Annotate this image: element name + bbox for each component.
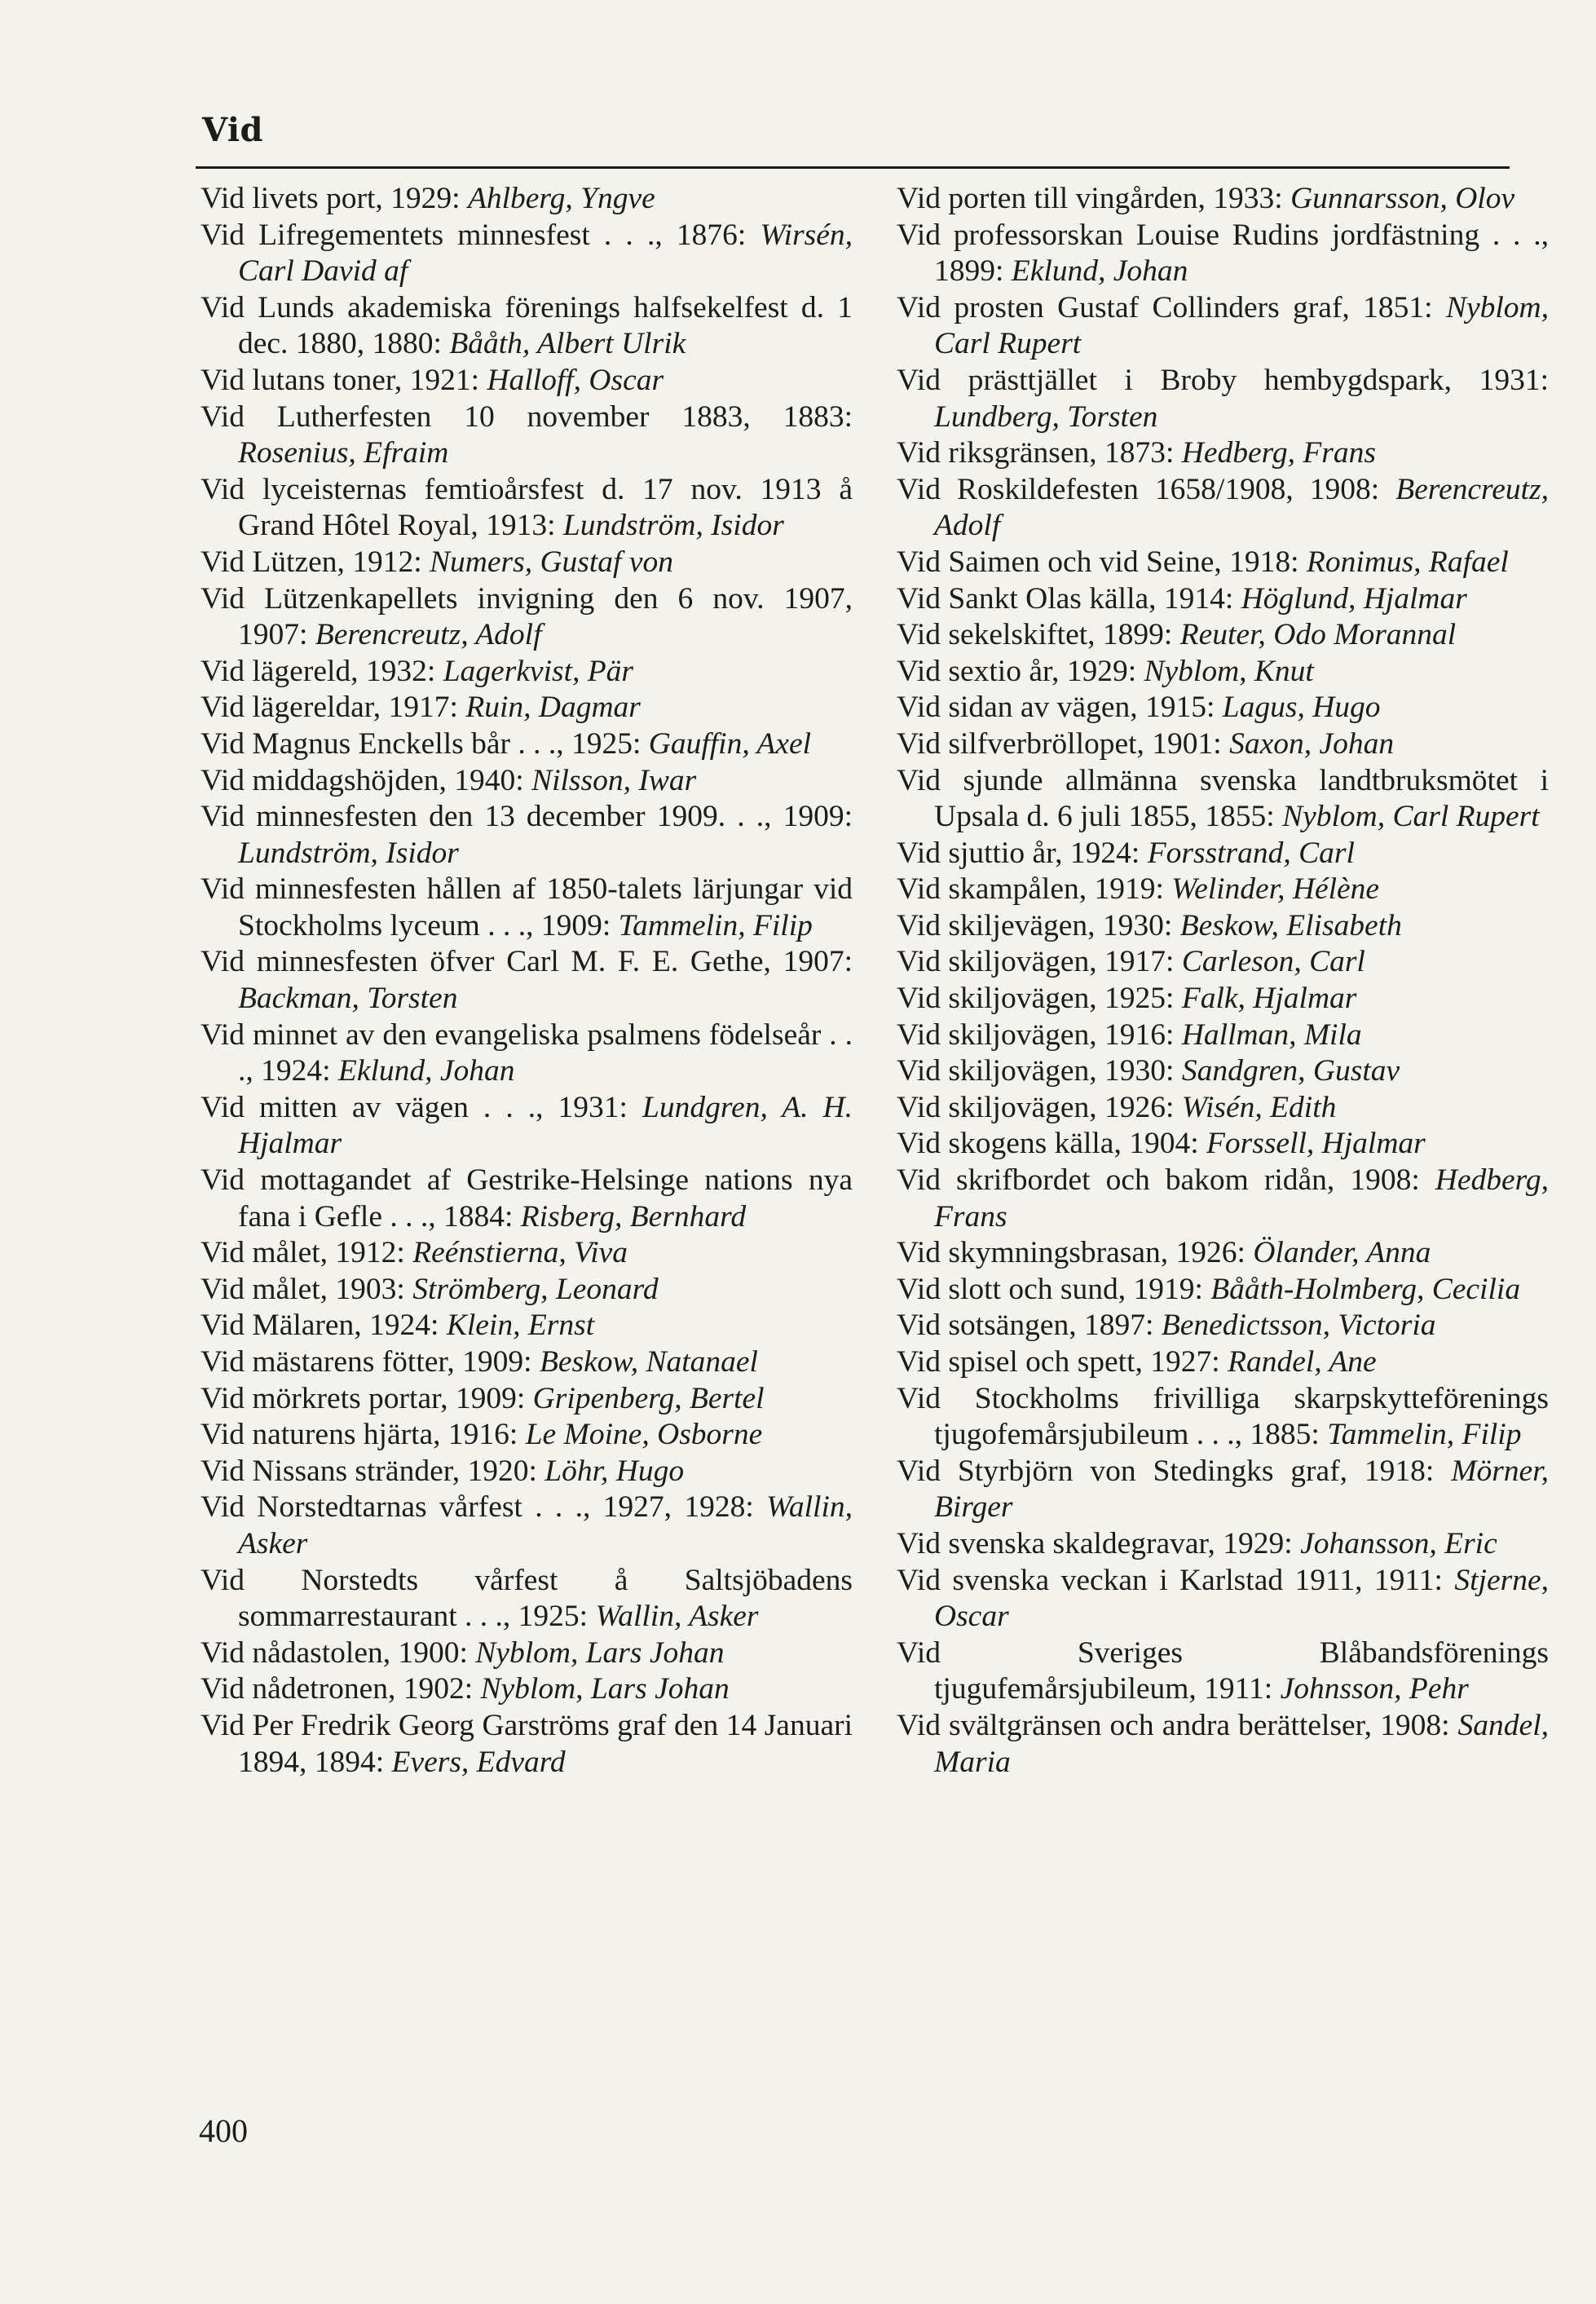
index-entry [201, 763, 853, 800]
entry-title: Vid sjuttio år, 1924: [897, 836, 1148, 870]
entry-author: Klein, Ernst [446, 1309, 595, 1343]
index-entry [897, 1563, 1549, 1635]
entry-title: Vid sotsängen, 1897: [897, 1309, 1162, 1343]
entry-title: Vid Per Fredrik Georg Garströms graf den 14 Januari 1894, 1894: [201, 1708, 853, 1779]
entry-author: Lundström, Isidor [238, 836, 459, 870]
entry-title: Vid skiljovägen, 1917: [897, 945, 1182, 979]
index-entry [897, 1635, 1549, 1708]
entry-title: Vid Saimen och vid Seine, 1918: [897, 545, 1307, 579]
entry-title: Vid Lutherfesten 10 november 1883, 1883: [201, 399, 853, 434]
index-entry [201, 1090, 853, 1163]
entry-author: Benedictsson, Victoria [1161, 1309, 1436, 1343]
entry-author: Lundström, Isidor [562, 509, 784, 543]
entry-author: Tammelin, Filip [1327, 1418, 1522, 1452]
index-entry [897, 944, 1549, 981]
entry-title: Vid mörkrets portar, 1909: [201, 1381, 533, 1415]
entry-author: Tammelin, Filip [618, 908, 813, 942]
index-entry [897, 218, 1549, 290]
entry-title: Vid sidan av vägen, 1915: [897, 691, 1223, 725]
index-entry [201, 690, 853, 726]
entry-author: Nyblom, Carl Rupert [934, 290, 1549, 361]
index-entry [897, 545, 1549, 581]
entry-title: Vid lutans toner, 1921: [201, 363, 487, 397]
entry-title: Vid Norstedts vårfest å Saltsjöbadens sommarrestaurant . . ., 1925: [201, 1563, 853, 1634]
index-entry [201, 545, 853, 581]
entry-title: Vid skiljovägen, 1916: [897, 1017, 1182, 1052]
entry-author: Hedberg, Frans [934, 1163, 1549, 1234]
entry-author: Löhr, Hugo [544, 1454, 685, 1488]
index-entry [201, 1635, 853, 1672]
entry-author: Hallman, Mila [1181, 1017, 1362, 1052]
entry-author: Rosenius, Efraim [238, 436, 449, 470]
entry-author: Le Moine, Osborne [525, 1418, 763, 1452]
entry-author: Ölander, Anna [1253, 1236, 1431, 1270]
index-entry [201, 1708, 853, 1781]
index-entry [897, 435, 1549, 472]
entry-title: Vid lägereld, 1932: [201, 654, 443, 688]
index-entry [201, 1454, 853, 1490]
index-entry [897, 908, 1549, 945]
running-head: Vid [202, 111, 263, 149]
index-entry [897, 472, 1549, 545]
entry-title: Vid Magnus Enckells bår . . ., 1925: [201, 726, 649, 761]
entry-author: Lundgren, A. H. Hjalmar [238, 1090, 853, 1161]
entry-author: Bååth-Holmberg, Cecilia [1210, 1272, 1521, 1306]
entry-author: Berencreutz, Adolf [934, 472, 1549, 543]
entry-title: Vid porten till vingården, 1933: [897, 182, 1291, 215]
entry-author: Saxon, Johan [1229, 726, 1395, 761]
entry-author: Beskow, Natanael [539, 1345, 758, 1379]
entry-title: Vid lyceisternas femtioårsfest d. 17 nov. 1913 å Grand Hôtel Royal, 1913: [201, 472, 853, 543]
index-entry [201, 1163, 853, 1235]
entry-title: Vid skrifbordet och bakom ridån, 1908: [897, 1163, 1435, 1198]
entry-author: Eklund, Johan [1011, 254, 1188, 289]
entry-title: Vid professorskan Louise Rudins jordfästning . . ., 1899: [897, 218, 1549, 289]
index-entry [897, 1017, 1549, 1054]
left-column [201, 181, 853, 1781]
entry-author: Höglund, Hjalmar [1241, 581, 1467, 616]
entry-title: Vid målet, 1912: [201, 1236, 413, 1270]
entry-title: Vid skiljovägen, 1925: [897, 982, 1182, 1016]
entry-author: Wallin, Asker [595, 1600, 759, 1634]
entry-title: Vid svältgränsen och andra berättelser, 1908: [897, 1708, 1458, 1742]
entry-title: Vid svenska skaldegravar, 1929: [897, 1526, 1301, 1560]
index-entry [201, 581, 853, 654]
index-entry [201, 1381, 853, 1418]
header-rule [196, 166, 1510, 169]
entry-author: Forsstrand, Carl [1147, 836, 1355, 870]
entry-author: Numers, Gustaf von [430, 545, 673, 579]
index-entry [201, 944, 853, 1017]
index-entry [201, 363, 853, 399]
entry-author: Mörner, Birger [934, 1454, 1549, 1525]
entry-author: Forssell, Hjalmar [1206, 1127, 1426, 1161]
entry-title: Vid sextio år, 1929: [897, 654, 1144, 688]
entry-title: Vid mitten av vägen . . ., 1931: [201, 1090, 643, 1124]
index-entry [201, 1235, 853, 1272]
index-entry [897, 1272, 1549, 1309]
entry-title: Vid Lunds akademiska förenings halfsekelfest d. 1 dec. 1880, 1880: [201, 290, 853, 361]
index-entry [201, 1671, 853, 1708]
entry-author: Wisén, Edith [1181, 1090, 1337, 1124]
index-entry [897, 654, 1549, 691]
entry-title: Vid Sankt Olas källa, 1914: [897, 581, 1241, 616]
entry-title: Vid naturens hjärta, 1916: [201, 1418, 526, 1452]
entry-title: Vid sjunde allmänna svenska landtbruksmötet i Upsala d. 6 juli 1855, 1855: [897, 763, 1549, 834]
entry-title: Vid målet, 1903: [201, 1272, 413, 1306]
entry-author: Nyblom, Carl Rupert [1282, 800, 1540, 834]
index-entry [897, 1526, 1549, 1563]
index-entry [897, 836, 1549, 872]
entry-title: Vid riksgränsen, 1873: [897, 436, 1182, 470]
index-entry [201, 654, 853, 691]
index-entry [897, 1344, 1549, 1381]
entry-author: Lagerkvist, Pär [443, 654, 634, 688]
entry-author: Carleson, Carl [1181, 945, 1365, 979]
index-entry [897, 1126, 1549, 1163]
index-entry [201, 1417, 853, 1454]
index-entry [897, 617, 1549, 654]
entry-title: Vid skymningsbrasan, 1926: [897, 1236, 1254, 1270]
entry-title: Vid skiljovägen, 1926: [897, 1090, 1182, 1124]
entry-author: Hedberg, Frans [1181, 436, 1376, 470]
entry-author: Halloff, Oscar [487, 363, 664, 397]
entry-author: Stjerne, Oscar [934, 1563, 1549, 1634]
entry-title: Vid nådastolen, 1900: [201, 1635, 476, 1670]
entry-author: Nyblom, Lars Johan [480, 1672, 730, 1706]
index-entry [201, 1490, 853, 1562]
index-entry [897, 1163, 1549, 1235]
entry-title: Vid prosten Gustaf Collinders graf, 1851: [897, 290, 1446, 324]
entry-author: Eklund, Johan [337, 1054, 515, 1088]
entry-author: Reuter, Odo Morannal [1179, 618, 1457, 652]
entry-author: Ahlberg, Yngve [467, 182, 655, 215]
entry-title: Vid Stockholms frivilliga skarpskytteförenings tjugofemårsjubileum . . ., 1885: [897, 1381, 1549, 1452]
index-entry [201, 399, 853, 472]
index-entry [897, 981, 1549, 1017]
index-entry [201, 1272, 853, 1309]
index-entry [897, 763, 1549, 836]
entry-author: Falk, Hjalmar [1181, 982, 1357, 1016]
index-entry [201, 1308, 853, 1344]
index-entry [897, 1090, 1549, 1127]
index-entry [897, 1053, 1549, 1090]
entry-title: Vid Mälaren, 1924: [201, 1309, 447, 1343]
index-entry [897, 1708, 1549, 1781]
entry-title: Vid mottagandet af Gestrike-Helsinge nations nya fana i Gefle . . ., 1884: [201, 1163, 853, 1234]
index-entry [897, 1381, 1549, 1454]
entry-title: Vid Styrbjörn von Stedingks graf, 1918: [897, 1454, 1452, 1488]
entry-author: Berencreutz, Adolf [315, 618, 542, 652]
entry-title: Vid Lifregementets minnesfest . . ., 1876: [201, 218, 761, 252]
entry-author: Randel, Ane [1228, 1345, 1377, 1379]
entry-author: Welinder, Hélène [1171, 872, 1380, 907]
entry-title: Vid minnet av den evangeliska psalmens födelseår . . ., 1924: [201, 1017, 853, 1088]
entry-title: Vid Lützenkapellets invigning den 6 nov. 1907, 1907: [201, 581, 853, 652]
index-entry [897, 726, 1549, 763]
entry-author: Backman, Torsten [238, 982, 458, 1016]
index-entry [897, 290, 1549, 363]
entry-author: Risberg, Bernhard [520, 1199, 747, 1234]
entry-title: Vid nådetronen, 1902: [201, 1672, 481, 1706]
entry-title: Vid minnesfesten öfver Carl M. F. E. Gethe, 1907: [201, 945, 853, 979]
page-number: 400 [199, 2112, 248, 2149]
entry-author: Gripenberg, Bertel [532, 1381, 765, 1415]
entry-title: Vid livets port, 1929: [201, 182, 468, 215]
entry-title: Vid Nissans stränder, 1920: [201, 1454, 545, 1488]
entry-title: Vid Sveriges Blåbandsförenings tjugufemårsjubileum, 1911: [897, 1635, 1549, 1706]
entry-author: Strömberg, Leonard [412, 1272, 659, 1306]
entry-title: Vid skiljevägen, 1930: [897, 908, 1180, 942]
entry-author: Wirsén, Carl David af [238, 218, 853, 289]
entry-author: Evers, Edvard [391, 1745, 566, 1779]
entry-title: Vid minnesfesten hållen af 1850-talets lärjungar vid Stockholms lyceum . . ., 1909: [201, 872, 853, 942]
entry-author: Gauffin, Axel [648, 726, 812, 761]
entry-title: Vid Norstedtarnas vårfest . . ., 1927, 1928: [201, 1490, 767, 1525]
index-entry [201, 1344, 853, 1381]
entry-title: Vid spisel och spett, 1927: [897, 1345, 1228, 1379]
entry-author: Sandel, Maria [934, 1708, 1549, 1779]
entry-author: Sandgren, Gustav [1181, 1054, 1400, 1088]
index-entry [897, 690, 1549, 726]
entry-author: Johansson, Eric [1300, 1526, 1497, 1560]
entry-title: Vid svenska veckan i Karlstad 1911, 1911: [897, 1563, 1455, 1597]
entry-title: Vid silfverbröllopet, 1901: [897, 726, 1230, 761]
index-entry [897, 363, 1549, 435]
entry-title: Vid Lützen, 1912: [201, 545, 430, 579]
index-entry [897, 1235, 1549, 1272]
entry-title: Vid slott och sund, 1919: [897, 1272, 1211, 1306]
entry-author: Ronimus, Rafael [1306, 545, 1509, 579]
index-entry [897, 872, 1549, 908]
entry-title: Vid sekelskiftet, 1899: [897, 618, 1180, 652]
entry-author: Ruin, Dagmar [465, 691, 641, 725]
index-entry [201, 799, 853, 872]
entry-title: Vid skampålen, 1919: [897, 872, 1172, 907]
entry-author: Wallin, Asker [238, 1490, 853, 1560]
entry-author: Gunnarsson, Olov [1290, 182, 1515, 215]
entry-author: Lagus, Hugo [1222, 691, 1381, 725]
index-entry [897, 181, 1549, 218]
entry-author: Bååth, Albert Ulrik [449, 327, 686, 361]
index-entry [201, 1563, 853, 1635]
entry-author: Beskow, Elisabeth [1179, 908, 1402, 942]
entry-author: Nyblom, Knut [1144, 654, 1314, 688]
entry-title: Vid lägereldar, 1917: [201, 691, 466, 725]
index-entry [897, 581, 1549, 618]
index-entry [201, 872, 853, 944]
entry-title: Vid skogens källa, 1904: [897, 1127, 1206, 1161]
index-entry [201, 726, 853, 763]
entry-title: Vid minnesfesten den 13 december 1909. . ., 1909: [201, 800, 853, 834]
entry-title: Vid skiljovägen, 1930: [897, 1054, 1182, 1088]
entry-author: Johnsson, Pehr [1280, 1672, 1469, 1706]
entry-title: Vid Roskildefesten 1658/1908, 1908: [897, 472, 1396, 506]
index-entry [201, 1017, 853, 1090]
right-column [897, 181, 1549, 1781]
index-entry [201, 181, 853, 218]
entry-title: Vid mästarens fötter, 1909: [201, 1345, 540, 1379]
entry-title: Vid prästtjället i Broby hembygdspark, 1931: [897, 363, 1549, 397]
index-entry [201, 290, 853, 363]
entry-author: Lundberg, Torsten [934, 399, 1158, 434]
index-entry [897, 1308, 1549, 1344]
index-entry [201, 218, 853, 290]
entry-title: Vid middagshöjden, 1940: [201, 763, 532, 797]
entry-author: Reénstierna, Viva [412, 1236, 628, 1270]
index-entry [201, 472, 853, 545]
entry-author: Nilsson, Iwar [531, 763, 697, 797]
entry-author: Nyblom, Lars Johan [475, 1635, 725, 1670]
index-entry [897, 1454, 1549, 1526]
